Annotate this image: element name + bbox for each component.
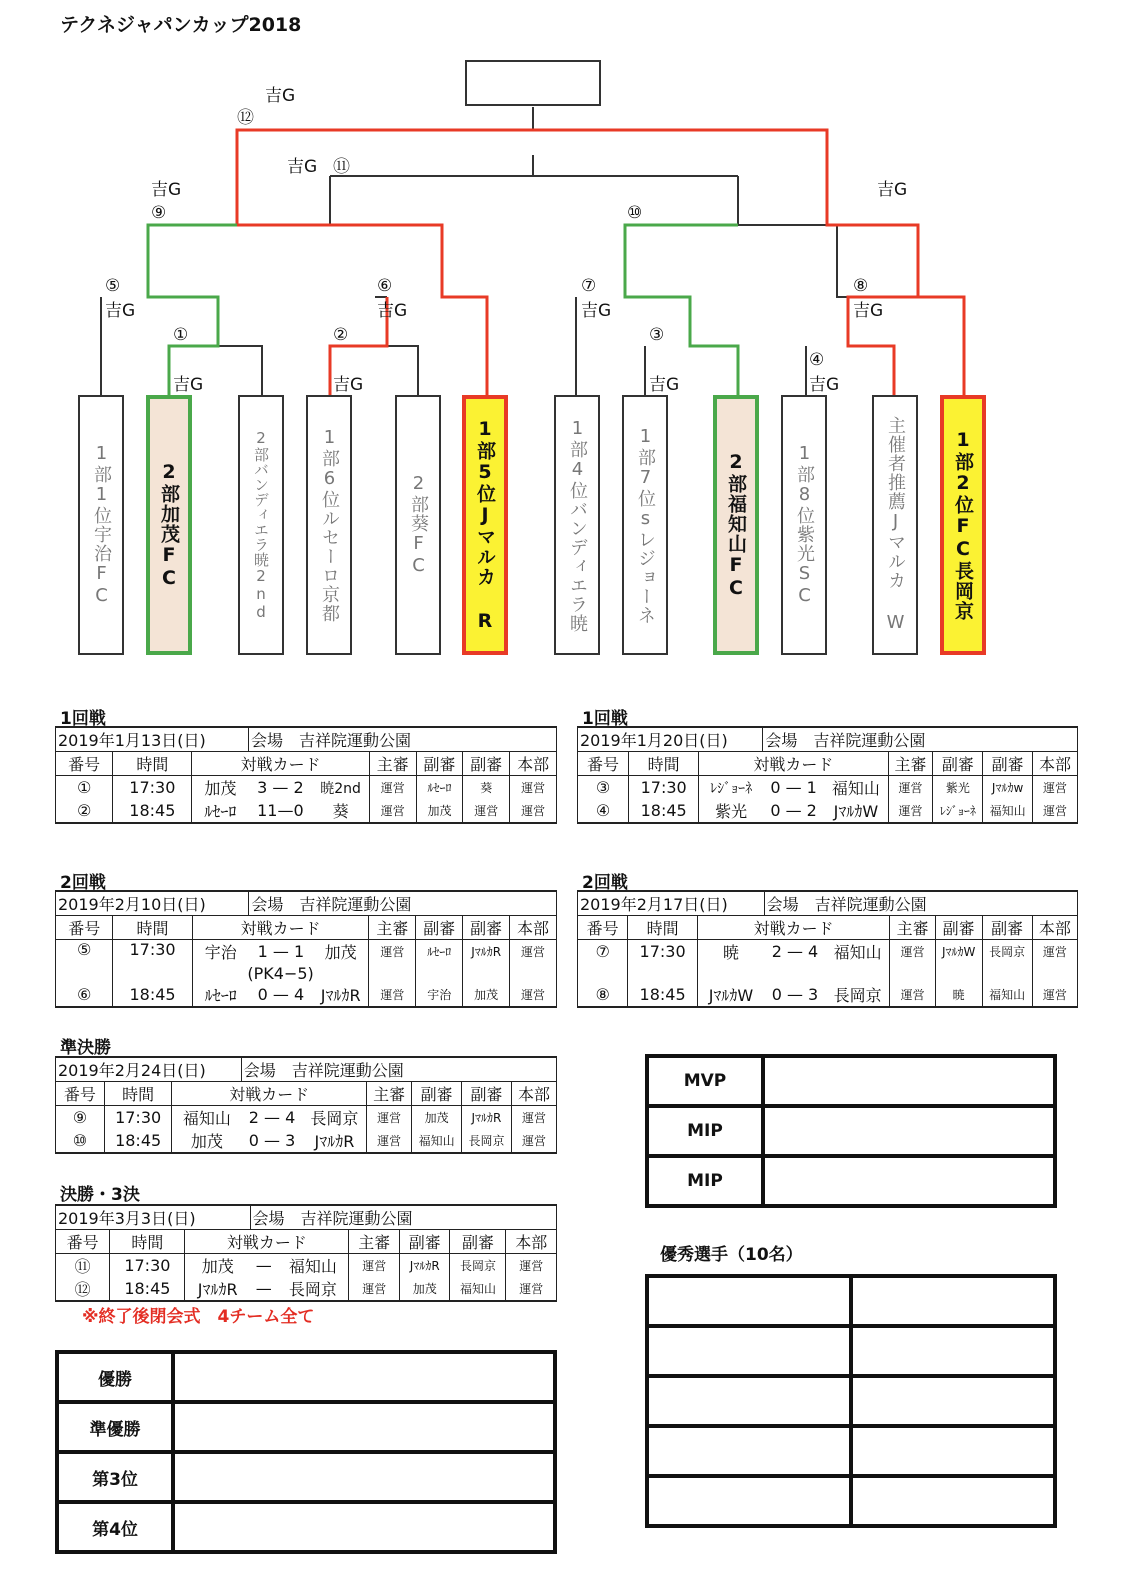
match-no: ⑨ bbox=[56, 1106, 105, 1130]
header-cell: 対戦カード bbox=[185, 1230, 349, 1254]
header-cell: 対戦カード bbox=[697, 916, 890, 940]
mvp-value bbox=[763, 1056, 1055, 1106]
header-cell: 番号 bbox=[578, 916, 628, 940]
table-row bbox=[57, 1452, 555, 1502]
third-place-label: 第3位 bbox=[57, 1452, 173, 1502]
venue-label-4: 吉G bbox=[809, 375, 840, 395]
header-cell: 副審 bbox=[933, 752, 983, 776]
match-number-11: ⑪ bbox=[333, 157, 350, 177]
table-row bbox=[57, 1352, 555, 1402]
match-time: 18:45 bbox=[104, 1129, 172, 1153]
date-cell: 2019年1月20日(日) bbox=[578, 727, 763, 752]
table-row bbox=[647, 1276, 1055, 1326]
assistant-referee: 福知山 bbox=[450, 1277, 506, 1301]
assistant-referee: 運営 bbox=[463, 799, 510, 823]
header-cell: 主審 bbox=[367, 1082, 412, 1106]
runner-up-value bbox=[173, 1402, 555, 1452]
away-team: JﾏﾙｶW bbox=[824, 799, 888, 823]
headquarters: 運営 bbox=[506, 1254, 557, 1278]
champion-box bbox=[465, 60, 601, 106]
third-place-value bbox=[173, 1452, 555, 1502]
date-cell: 2019年2月24日(日) bbox=[56, 1057, 242, 1082]
mip-label: MIP bbox=[647, 1156, 763, 1206]
home-team: ﾙｾｰﾛ bbox=[192, 983, 249, 1007]
table-row bbox=[578, 776, 1078, 800]
table-row bbox=[56, 776, 557, 800]
table-row bbox=[647, 1426, 1055, 1476]
mip-value bbox=[763, 1156, 1055, 1206]
player-cell bbox=[647, 1276, 851, 1326]
away-team: JﾏﾙｶR bbox=[313, 983, 369, 1007]
assistant-referee: 加茂 bbox=[416, 799, 463, 823]
schedule-table-final bbox=[55, 1204, 557, 1302]
referee: 運営 bbox=[888, 799, 933, 823]
match-no: ⑫ bbox=[56, 1277, 110, 1301]
team-box bbox=[713, 395, 759, 655]
header-cell: 対戦カード bbox=[192, 916, 369, 940]
header-cell: 時間 bbox=[113, 752, 192, 776]
home-team: 加茂 bbox=[185, 1254, 250, 1278]
results-table bbox=[55, 1350, 557, 1554]
home-team: 加茂 bbox=[192, 776, 249, 800]
venue-label-8: 吉G bbox=[853, 301, 884, 321]
team-box bbox=[395, 395, 441, 655]
match-time: 17:30 bbox=[113, 940, 192, 964]
referee: 運営 bbox=[369, 940, 416, 964]
match-no: ⑩ bbox=[56, 1129, 105, 1153]
venue-label-6: 吉G bbox=[377, 301, 408, 321]
table-row bbox=[57, 1402, 555, 1452]
header-cell: 副審 bbox=[412, 1082, 462, 1106]
table-row bbox=[647, 1156, 1055, 1206]
path-green-fukuchiyama bbox=[625, 225, 738, 395]
headquarters: 運営 bbox=[510, 799, 557, 823]
away-team: 長岡京 bbox=[826, 983, 890, 1007]
away-team: 長岡京 bbox=[303, 1106, 367, 1130]
referee: 運営 bbox=[369, 776, 416, 800]
home-team: ﾚｼﾞｮｰﾈ bbox=[699, 776, 763, 800]
table-row bbox=[578, 940, 1078, 964]
match-time: 17:30 bbox=[110, 1254, 185, 1278]
home-team: JﾏﾙｶW bbox=[697, 983, 764, 1007]
home-team: 宇治 bbox=[192, 940, 249, 964]
header-cell: 番号 bbox=[56, 1230, 110, 1254]
table-row bbox=[647, 1326, 1055, 1376]
section-heading-round2-b: 2回戦 bbox=[582, 873, 628, 893]
venue-label-final-right: 吉G bbox=[877, 180, 908, 200]
section-heading-round1-b: 1回戦 bbox=[582, 709, 628, 729]
table-row bbox=[647, 1056, 1055, 1106]
assistant-referee: JﾏﾙｶW bbox=[935, 940, 982, 964]
table-row bbox=[56, 940, 557, 964]
match-no: ② bbox=[56, 799, 113, 823]
match-number-4: ④ bbox=[809, 350, 825, 370]
team-box bbox=[872, 395, 918, 655]
assistant-referee: 長岡京 bbox=[462, 1129, 512, 1153]
assistant-referee: ﾙｾｰﾛ bbox=[416, 940, 463, 964]
player-cell bbox=[851, 1376, 1055, 1426]
headquarters: 運営 bbox=[506, 1277, 557, 1301]
team-name: 1部4位バンディエラ暁 bbox=[567, 417, 588, 633]
away-team: 暁2nd bbox=[312, 776, 369, 800]
home-team: ﾙｾｰﾛ bbox=[192, 799, 249, 823]
champion-value bbox=[173, 1352, 555, 1402]
header-cell: 本部 bbox=[1033, 752, 1078, 776]
table-row bbox=[578, 983, 1078, 1007]
assistant-referee: 宇治 bbox=[416, 983, 463, 1007]
header-cell: 副審 bbox=[982, 916, 1032, 940]
player-cell bbox=[647, 1326, 851, 1376]
match-time: 18:45 bbox=[113, 799, 192, 823]
assistant-referee: 長岡京 bbox=[450, 1254, 506, 1278]
venue-cell: 会場 吉祥院運動公園 bbox=[248, 727, 556, 752]
player-cell bbox=[851, 1326, 1055, 1376]
line-m1-right bbox=[218, 346, 262, 395]
match-time: 18:45 bbox=[628, 983, 698, 1007]
assistant-referee: 暁 bbox=[935, 983, 982, 1007]
table-row bbox=[56, 1277, 557, 1301]
header-cell: 時間 bbox=[113, 916, 192, 940]
team-name: 1部5位Jマルカ R bbox=[474, 417, 496, 633]
venue-cell: 会場 吉祥院運動公園 bbox=[764, 891, 1077, 916]
pk-result: (PK4−5) bbox=[192, 963, 369, 983]
headquarters: 運営 bbox=[510, 983, 557, 1007]
home-team: JﾏﾙｶR bbox=[185, 1277, 250, 1301]
section-heading-round1-a: 1回戦 bbox=[60, 709, 106, 729]
date-cell: 2019年2月10日(日) bbox=[56, 891, 249, 916]
team-box bbox=[146, 395, 192, 655]
match-number-6: ⑥ bbox=[377, 276, 393, 296]
header-cell: 時間 bbox=[628, 752, 698, 776]
referee: 運営 bbox=[349, 1254, 400, 1278]
score: 0 — 3 bbox=[764, 983, 826, 1007]
headquarters: 運営 bbox=[1033, 799, 1078, 823]
venue-cell: 会場 吉祥院運動公園 bbox=[763, 727, 1078, 752]
header-cell: 番号 bbox=[56, 916, 113, 940]
match-number-5: ⑤ bbox=[105, 276, 121, 296]
line-m2-right bbox=[387, 346, 418, 395]
assistant-referee: Jﾏﾙｶw bbox=[983, 776, 1033, 800]
venue-label-3: 吉G bbox=[649, 375, 680, 395]
away-team: 加茂 bbox=[313, 940, 369, 964]
assistant-referee: JﾏﾙｶR bbox=[462, 1106, 512, 1130]
path-red-jmarukaR bbox=[237, 225, 487, 395]
header-cell: 主審 bbox=[349, 1230, 400, 1254]
away-team: 福知山 bbox=[826, 940, 890, 964]
referee: 運営 bbox=[369, 799, 416, 823]
runner-up-label: 準優勝 bbox=[57, 1402, 173, 1452]
venue-label-12: 吉G bbox=[265, 86, 296, 106]
away-team: 長岡京 bbox=[277, 1277, 349, 1301]
away-team: 福知山 bbox=[824, 776, 888, 800]
header-cell: 副審 bbox=[463, 916, 510, 940]
score: 3 — 2 bbox=[248, 776, 312, 800]
header-cell: 対戦カード bbox=[699, 752, 888, 776]
venue-cell: 会場 吉祥院運動公園 bbox=[249, 891, 557, 916]
header-cell: 本部 bbox=[510, 916, 557, 940]
score: 0 — 1 bbox=[763, 776, 824, 800]
header-cell: 副審 bbox=[416, 916, 463, 940]
header-cell: 対戦カード bbox=[172, 1082, 367, 1106]
team-name: 1部8位紫光SC bbox=[794, 443, 815, 607]
team-name: 2部福知山FC bbox=[725, 450, 747, 600]
team-name: 1部7位sレジョーネ bbox=[635, 425, 656, 625]
referee: 運営 bbox=[349, 1277, 400, 1301]
match-number-2: ② bbox=[333, 325, 349, 345]
closing-ceremony-note: ※終了後閉会式 4チーム全て bbox=[82, 1307, 315, 1327]
home-team: 加茂 bbox=[172, 1129, 241, 1153]
table-row bbox=[647, 1476, 1055, 1526]
venue-label-1: 吉G bbox=[173, 375, 204, 395]
team-name: 1部6位ルセーロ京都 bbox=[319, 427, 340, 623]
match-time: 18:45 bbox=[113, 983, 192, 1007]
venue-label-11: 吉G bbox=[287, 157, 318, 177]
schedule-table-round1-b bbox=[577, 726, 1078, 824]
match-time: 17:30 bbox=[113, 776, 192, 800]
player-cell bbox=[851, 1276, 1055, 1326]
score: 1 — 1 bbox=[249, 940, 313, 964]
match-time: 17:30 bbox=[628, 940, 698, 964]
section-heading-semifinal: 準決勝 bbox=[60, 1038, 111, 1058]
headquarters: 運営 bbox=[510, 776, 557, 800]
table-row bbox=[56, 1254, 557, 1278]
match-no: ⑦ bbox=[578, 940, 628, 964]
home-team: 福知山 bbox=[172, 1106, 241, 1130]
headquarters: 運営 bbox=[511, 1129, 556, 1153]
assistant-referee: 加茂 bbox=[412, 1106, 462, 1130]
assistant-referee: 紫光 bbox=[933, 776, 983, 800]
assistant-referee: 加茂 bbox=[463, 983, 510, 1007]
table-row bbox=[56, 1129, 557, 1153]
line-m10-right bbox=[738, 225, 848, 297]
header-cell: 副審 bbox=[463, 752, 510, 776]
away-team: 福知山 bbox=[277, 1254, 349, 1278]
header-cell: 主審 bbox=[369, 916, 416, 940]
player-cell bbox=[647, 1376, 851, 1426]
header-cell: 副審 bbox=[983, 752, 1033, 776]
match-time: 17:30 bbox=[104, 1106, 172, 1130]
team-box bbox=[238, 395, 284, 655]
match-no: ⑧ bbox=[578, 983, 628, 1007]
assistant-referee: 長岡京 bbox=[982, 940, 1032, 964]
schedule-table-semifinal bbox=[55, 1056, 557, 1154]
section-heading-round2-a: 2回戦 bbox=[60, 873, 106, 893]
team-box bbox=[940, 395, 986, 655]
header-cell: 副審 bbox=[416, 752, 463, 776]
header-cell: 時間 bbox=[104, 1082, 172, 1106]
match-number-9: ⑨ bbox=[151, 203, 167, 223]
header-cell: 番号 bbox=[578, 752, 629, 776]
header-cell: 本部 bbox=[1032, 916, 1077, 940]
assistant-referee: 福知山 bbox=[982, 983, 1032, 1007]
match-number-10: ⑩ bbox=[627, 203, 643, 223]
player-cell bbox=[647, 1426, 851, 1476]
headquarters: 運営 bbox=[1032, 983, 1077, 1007]
referee: 運営 bbox=[367, 1106, 412, 1130]
header-cell: 番号 bbox=[56, 752, 113, 776]
table-row bbox=[56, 983, 557, 1007]
fourth-place-value bbox=[173, 1502, 555, 1552]
referee: 運営 bbox=[890, 983, 935, 1007]
page-title: テクネジャパンカップ2018 bbox=[60, 14, 302, 36]
team-name: 主催者推薦Jマルカ W bbox=[885, 416, 906, 634]
team-box bbox=[462, 395, 508, 655]
assistant-referee: ﾚｼﾞｮｰﾈ bbox=[933, 799, 983, 823]
referee: 運営 bbox=[367, 1129, 412, 1153]
table-row bbox=[647, 1376, 1055, 1426]
schedule-table-round2-a bbox=[55, 890, 557, 1008]
assistant-referee: JﾏﾙｶR bbox=[463, 940, 510, 964]
date-cell: 2019年1月13日(日) bbox=[56, 727, 249, 752]
venue-label-7: 吉G bbox=[581, 301, 612, 321]
score: 0 — 4 bbox=[249, 983, 313, 1007]
team-name: 1部2位FC長岡京 bbox=[952, 429, 974, 621]
header-cell: 時間 bbox=[628, 916, 698, 940]
header-cell: 副審 bbox=[935, 916, 982, 940]
header-cell: 本部 bbox=[511, 1082, 556, 1106]
venue-label-9: 吉G bbox=[151, 180, 182, 200]
date-cell: 2019年2月17日(日) bbox=[578, 891, 765, 916]
header-cell: 対戦カード bbox=[192, 752, 369, 776]
player-cell bbox=[851, 1476, 1055, 1526]
score: 11—0 bbox=[248, 799, 312, 823]
score: 0 — 2 bbox=[763, 799, 824, 823]
assistant-referee: 福知山 bbox=[412, 1129, 462, 1153]
header-cell: 副審 bbox=[399, 1230, 450, 1254]
assistant-referee: 加茂 bbox=[399, 1277, 450, 1301]
headquarters: 運営 bbox=[511, 1106, 556, 1130]
team-box bbox=[622, 395, 668, 655]
score: — bbox=[250, 1254, 277, 1278]
match-no: ① bbox=[56, 776, 113, 800]
away-team: 葵 bbox=[312, 799, 369, 823]
header-cell: 副審 bbox=[450, 1230, 506, 1254]
assistant-referee: 葵 bbox=[463, 776, 510, 800]
mvp-label: MVP bbox=[647, 1056, 763, 1106]
headquarters: 運営 bbox=[1032, 940, 1077, 964]
team-name: 2部加茂FC bbox=[158, 460, 180, 590]
score: 0 — 3 bbox=[241, 1129, 302, 1153]
match-number-8: ⑧ bbox=[853, 276, 869, 296]
score: 2 — 4 bbox=[241, 1106, 302, 1130]
venue-label-2: 吉G bbox=[333, 375, 364, 395]
match-no: ⑤ bbox=[56, 940, 113, 964]
header-cell: 副審 bbox=[462, 1082, 512, 1106]
assistant-referee: 福知山 bbox=[983, 799, 1033, 823]
team-name: 2部バンディエラ暁2nd bbox=[252, 429, 270, 621]
match-number-12: ⑫ bbox=[237, 108, 254, 128]
mip-value bbox=[763, 1106, 1055, 1156]
header-cell: 時間 bbox=[110, 1230, 185, 1254]
home-team: 暁 bbox=[697, 940, 764, 964]
match-time: 17:30 bbox=[628, 776, 698, 800]
table-row bbox=[56, 799, 557, 823]
mip-label: MIP bbox=[647, 1106, 763, 1156]
schedule-table-round2-b bbox=[577, 890, 1078, 1008]
assistant-referee: ﾙｾｰﾛ bbox=[416, 776, 463, 800]
table-row bbox=[578, 799, 1078, 823]
match-no: ④ bbox=[578, 799, 629, 823]
player-cell bbox=[647, 1476, 851, 1526]
header-cell: 本部 bbox=[510, 752, 557, 776]
awards-table bbox=[645, 1054, 1057, 1208]
table-row bbox=[57, 1502, 555, 1552]
best-players-title: 優秀選手（10名） bbox=[660, 1245, 803, 1265]
champion-label: 優勝 bbox=[57, 1352, 173, 1402]
match-time: 18:45 bbox=[110, 1277, 185, 1301]
team-box bbox=[554, 395, 600, 655]
header-cell: 主審 bbox=[888, 752, 933, 776]
venue-cell: 会場 吉祥院運動公園 bbox=[250, 1205, 556, 1230]
headquarters: 運営 bbox=[510, 940, 557, 964]
referee: 運営 bbox=[888, 776, 933, 800]
headquarters: 運営 bbox=[1033, 776, 1078, 800]
match-time: 18:45 bbox=[628, 799, 698, 823]
venue-cell: 会場 吉祥院運動公園 bbox=[241, 1057, 556, 1082]
match-number-3: ③ bbox=[649, 325, 665, 345]
player-cell bbox=[851, 1426, 1055, 1476]
assistant-referee: JﾏﾙｶR bbox=[399, 1254, 450, 1278]
team-name: 1部1位宇治FC bbox=[91, 443, 112, 607]
match-number-1: ① bbox=[173, 325, 189, 345]
team-box bbox=[781, 395, 827, 655]
header-cell: 本部 bbox=[506, 1230, 557, 1254]
header-cell: 主審 bbox=[890, 916, 935, 940]
schedule-table-round1-a bbox=[55, 726, 557, 824]
table-row bbox=[56, 1106, 557, 1130]
date-cell: 2019年3月3日(日) bbox=[56, 1205, 251, 1230]
section-heading-final: 決勝・3決 bbox=[60, 1185, 140, 1205]
match-number-7: ⑦ bbox=[581, 276, 597, 296]
home-team: 紫光 bbox=[699, 799, 763, 823]
score: — bbox=[250, 1277, 277, 1301]
match-no: ⑪ bbox=[56, 1254, 110, 1278]
referee: 運営 bbox=[369, 983, 416, 1007]
path-green-kamo bbox=[148, 225, 237, 395]
header-cell: 番号 bbox=[56, 1082, 105, 1106]
table-row bbox=[647, 1106, 1055, 1156]
team-name: 2部葵FC bbox=[408, 473, 429, 577]
match-no: ③ bbox=[578, 776, 629, 800]
venue-label-5: 吉G bbox=[105, 301, 136, 321]
header-cell: 主審 bbox=[369, 752, 416, 776]
score: 2 — 4 bbox=[764, 940, 826, 964]
fourth-place-label: 第4位 bbox=[57, 1502, 173, 1552]
referee: 運営 bbox=[890, 940, 935, 964]
team-box bbox=[78, 395, 124, 655]
away-team: JﾏﾙｶR bbox=[303, 1129, 367, 1153]
match-no: ⑥ bbox=[56, 983, 113, 1007]
best-players-table bbox=[645, 1274, 1057, 1528]
team-box bbox=[306, 395, 352, 655]
